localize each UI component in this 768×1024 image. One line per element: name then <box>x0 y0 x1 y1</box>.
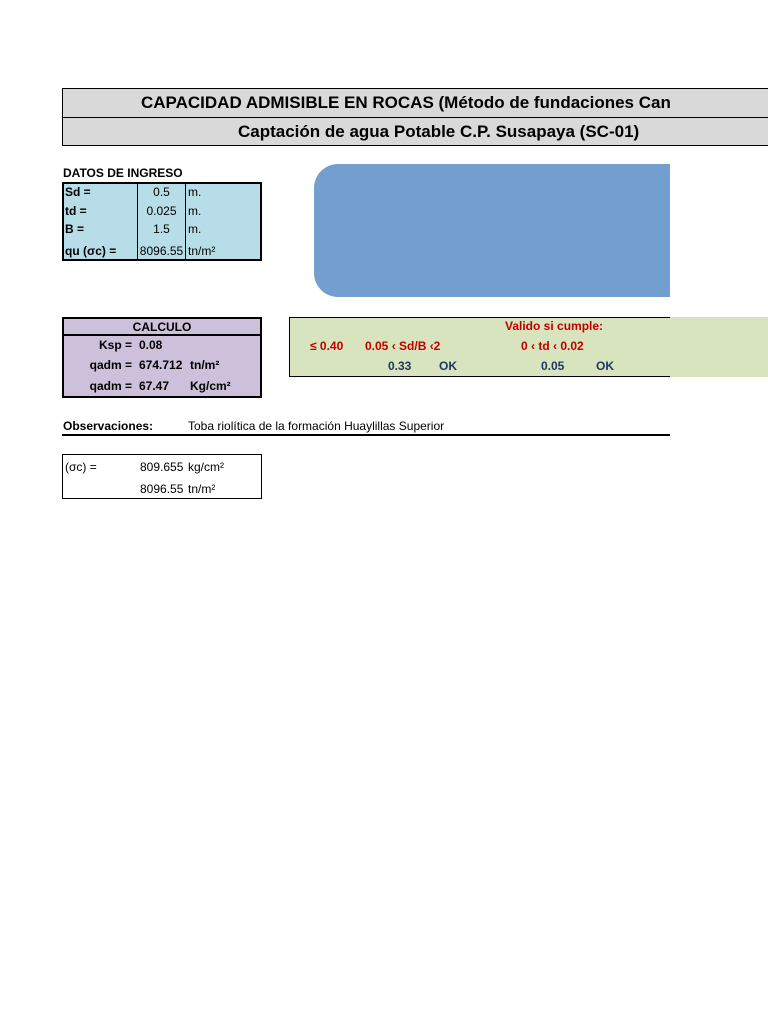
observaciones-text: Toba riolítica de la formación Huaylillas Superior <box>188 419 445 433</box>
page-subtitle: Captación de agua Potable C.P. Susapaya (SC-01) <box>238 122 640 141</box>
subtitle-row <box>62 117 768 146</box>
calculo-table <box>62 336 262 398</box>
input-value-td[interactable]: 0.025 <box>146 204 177 218</box>
input-label-sd: Sd = <box>65 185 91 199</box>
calc-label-ksp: Ksp = <box>98 338 132 352</box>
validation-ok-2: OK <box>439 359 457 373</box>
validation-cond-3: 0 ‹ td ‹ 0.02 <box>521 339 584 353</box>
input-value-b[interactable]: 1.5 <box>153 222 170 236</box>
observaciones-label: Observaciones: <box>63 419 154 433</box>
calc-value-qadm-kg: 67.47 <box>139 379 170 393</box>
page-title: CAPACIDAD ADMISIBLE EN ROCAS (Método de fundaciones Can <box>141 93 671 112</box>
sigma-value-kg: 809.655 <box>140 460 184 474</box>
input-label-b: B = <box>65 222 85 236</box>
calc-unit-qadm-tn: tn/m² <box>190 358 220 372</box>
validation-ok-3: OK <box>596 359 614 373</box>
validation-cond-1: ≤ 0.40 <box>310 339 344 353</box>
input-unit-qu: tn/m² <box>188 244 216 258</box>
sigma-label: (σc) = <box>65 460 97 474</box>
column-divider <box>185 184 186 259</box>
observaciones-underline <box>62 434 670 436</box>
title-row <box>62 88 768 118</box>
inputs-section-label: DATOS DE INGRESO <box>63 166 183 180</box>
sigma-unit-tn: tn/m² <box>188 482 216 496</box>
input-unit-td: m. <box>188 204 202 218</box>
calculo-title: CALCULO <box>132 320 192 334</box>
calc-unit-qadm-kg: Kg/cm² <box>190 379 231 393</box>
input-value-qu[interactable]: 8096.55 <box>139 244 184 258</box>
inputs-table <box>62 182 262 261</box>
input-value-sd[interactable]: 0.5 <box>153 185 170 199</box>
validation-title: Valido si cumple: <box>505 319 604 333</box>
calc-value-ksp: 0.08 <box>139 338 163 352</box>
calculo-header <box>62 317 262 336</box>
input-unit-b: m. <box>188 222 202 236</box>
sigma-box <box>62 454 262 499</box>
validation-value-3: 0.05 <box>541 359 565 373</box>
calc-value-qadm-tn: 674.712 <box>139 358 183 372</box>
calc-label-qadm-tn: qadm = <box>89 358 132 372</box>
input-unit-sd: m. <box>188 185 202 199</box>
sigma-value-tn: 8096.55 <box>140 482 184 496</box>
input-label-qu: qu (σc) = <box>65 244 117 258</box>
validation-value-2: 0.33 <box>388 359 412 373</box>
blue-shape <box>314 164 670 297</box>
input-label-td: td = <box>65 204 87 218</box>
validation-cond-2: 0.05 ‹ Sd/B ‹2 <box>365 339 441 353</box>
sigma-unit-kg: kg/cm² <box>188 460 224 474</box>
calc-label-qadm-kg: qadm = <box>89 379 132 393</box>
